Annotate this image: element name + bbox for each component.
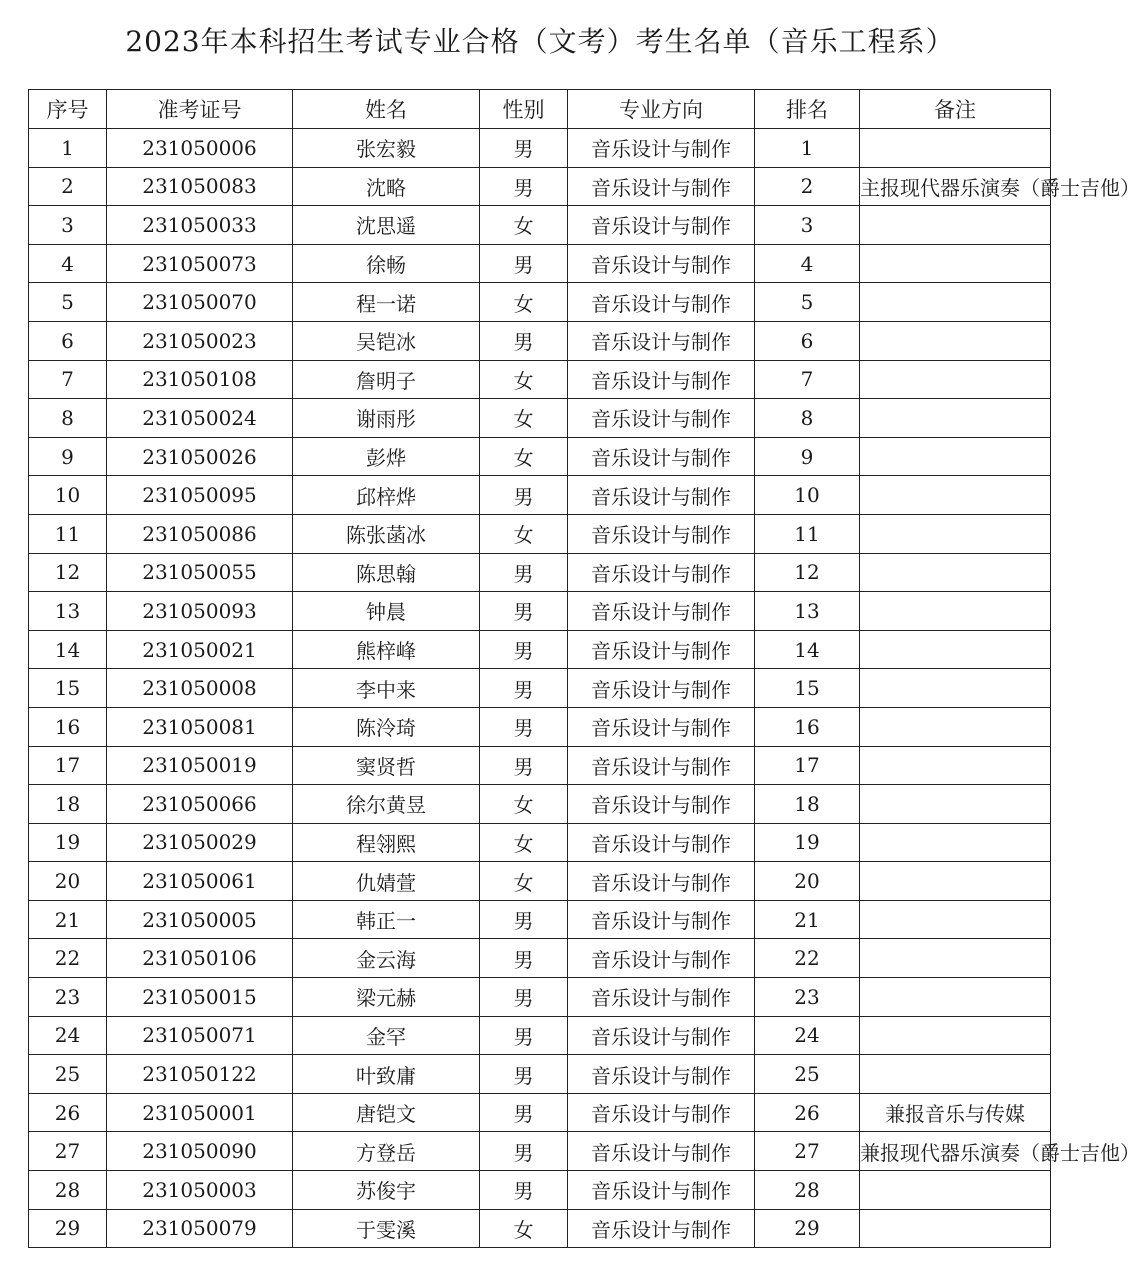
cell-no: 15 — [29, 669, 107, 708]
cell-major: 音乐设计与制作 — [568, 746, 755, 785]
cell-name: 陈思翰 — [293, 553, 480, 592]
cell-exam-id: 231050001 — [107, 1093, 293, 1132]
table-row — [29, 476, 1051, 515]
cell-gender: 男 — [480, 900, 568, 939]
cell-exam-id: 231050024 — [107, 399, 293, 438]
table-row — [29, 553, 1051, 592]
cell-note — [860, 939, 1051, 978]
cell-rank: 18 — [755, 785, 860, 824]
cell-gender: 女 — [480, 206, 568, 245]
cell-no: 22 — [29, 939, 107, 978]
cell-rank: 12 — [755, 553, 860, 592]
header-name: 姓名 — [293, 90, 480, 129]
table-row — [29, 630, 1051, 669]
cell-note — [860, 514, 1051, 553]
cell-exam-id: 231050066 — [107, 785, 293, 824]
cell-no: 29 — [29, 1209, 107, 1248]
cell-exam-id: 231050086 — [107, 514, 293, 553]
cell-major: 音乐设计与制作 — [568, 978, 755, 1017]
cell-no: 27 — [29, 1132, 107, 1171]
cell-major: 音乐设计与制作 — [568, 785, 755, 824]
table-row — [29, 707, 1051, 746]
cell-name: 彭烨 — [293, 437, 480, 476]
cell-gender: 男 — [480, 321, 568, 360]
cell-rank: 6 — [755, 321, 860, 360]
cell-major: 音乐设计与制作 — [568, 707, 755, 746]
cell-rank: 5 — [755, 283, 860, 322]
cell-exam-id: 231050023 — [107, 321, 293, 360]
cell-gender: 男 — [480, 1132, 568, 1171]
header-rank: 排名 — [755, 90, 860, 129]
table-row — [29, 1171, 1051, 1210]
cell-no: 6 — [29, 321, 107, 360]
cell-gender: 男 — [480, 129, 568, 168]
cell-gender: 男 — [480, 1016, 568, 1055]
page-title: 2023年本科招生考试专业合格（文考）考生名单（音乐工程系） — [125, 25, 955, 58]
table-row — [29, 321, 1051, 360]
cell-rank: 29 — [755, 1209, 860, 1248]
cell-exam-id: 231050108 — [107, 360, 293, 399]
cell-name: 徐畅 — [293, 244, 480, 283]
cell-rank: 4 — [755, 244, 860, 283]
cell-gender: 女 — [480, 785, 568, 824]
cell-major: 音乐设计与制作 — [568, 823, 755, 862]
table-row — [29, 669, 1051, 708]
header-no: 序号 — [29, 90, 107, 129]
cell-major: 音乐设计与制作 — [568, 167, 755, 206]
cell-note — [860, 206, 1051, 245]
cell-rank: 27 — [755, 1132, 860, 1171]
cell-gender: 男 — [480, 167, 568, 206]
cell-major: 音乐设计与制作 — [568, 206, 755, 245]
cell-exam-id: 231050093 — [107, 592, 293, 631]
cell-rank: 10 — [755, 476, 860, 515]
candidate-table — [28, 89, 1140, 1248]
cell-exam-id: 231050081 — [107, 707, 293, 746]
cell-major: 音乐设计与制作 — [568, 592, 755, 631]
cell-major: 音乐设计与制作 — [568, 476, 755, 515]
cell-no: 5 — [29, 283, 107, 322]
cell-name: 金云海 — [293, 939, 480, 978]
cell-no: 19 — [29, 823, 107, 862]
cell-exam-id: 231050033 — [107, 206, 293, 245]
cell-name: 陈张菡冰 — [293, 514, 480, 553]
table-header-row — [29, 90, 1051, 129]
cell-gender: 女 — [480, 360, 568, 399]
cell-gender: 女 — [480, 283, 568, 322]
cell-note — [860, 823, 1051, 862]
table-row — [29, 1093, 1051, 1132]
cell-exam-id: 231050055 — [107, 553, 293, 592]
cell-gender: 男 — [480, 630, 568, 669]
cell-no: 11 — [29, 514, 107, 553]
cell-note — [860, 399, 1051, 438]
table-row — [29, 360, 1051, 399]
table-row — [29, 978, 1051, 1017]
cell-gender: 男 — [480, 1093, 568, 1132]
cell-exam-id: 231050070 — [107, 283, 293, 322]
cell-major: 音乐设计与制作 — [568, 437, 755, 476]
cell-name: 程翎熙 — [293, 823, 480, 862]
cell-note — [860, 476, 1051, 515]
cell-no: 21 — [29, 900, 107, 939]
cell-note — [860, 862, 1051, 901]
cell-gender: 女 — [480, 823, 568, 862]
table-row — [29, 900, 1051, 939]
table-row — [29, 167, 1051, 206]
cell-gender: 男 — [480, 244, 568, 283]
cell-rank: 20 — [755, 862, 860, 901]
cell-rank: 7 — [755, 360, 860, 399]
table-row — [29, 437, 1051, 476]
cell-no: 12 — [29, 553, 107, 592]
cell-exam-id: 231050026 — [107, 437, 293, 476]
cell-name: 熊梓峰 — [293, 630, 480, 669]
cell-rank: 13 — [755, 592, 860, 631]
cell-no: 3 — [29, 206, 107, 245]
cell-note — [860, 129, 1051, 168]
table-row — [29, 129, 1051, 168]
cell-rank: 8 — [755, 399, 860, 438]
cell-rank: 21 — [755, 900, 860, 939]
cell-note — [860, 978, 1051, 1017]
table-row — [29, 785, 1051, 824]
cell-major: 音乐设计与制作 — [568, 244, 755, 283]
cell-no: 28 — [29, 1171, 107, 1210]
cell-no: 20 — [29, 862, 107, 901]
cell-name: 方登岳 — [293, 1132, 480, 1171]
cell-note — [860, 553, 1051, 592]
cell-rank: 24 — [755, 1016, 860, 1055]
cell-major: 音乐设计与制作 — [568, 1209, 755, 1248]
cell-exam-id: 231050090 — [107, 1132, 293, 1171]
cell-gender: 女 — [480, 862, 568, 901]
cell-note — [860, 707, 1051, 746]
cell-gender: 女 — [480, 399, 568, 438]
cell-major: 音乐设计与制作 — [568, 1093, 755, 1132]
cell-no: 1 — [29, 129, 107, 168]
cell-exam-id: 231050029 — [107, 823, 293, 862]
header-note: 备注 — [860, 90, 1051, 129]
cell-rank: 2 — [755, 167, 860, 206]
cell-name: 于雯溪 — [293, 1209, 480, 1248]
table-row — [29, 1055, 1051, 1094]
table-row — [29, 1016, 1051, 1055]
cell-exam-id: 231050083 — [107, 167, 293, 206]
cell-name: 苏俊宇 — [293, 1171, 480, 1210]
cell-rank: 17 — [755, 746, 860, 785]
cell-no: 7 — [29, 360, 107, 399]
cell-gender: 男 — [480, 707, 568, 746]
cell-name: 李中来 — [293, 669, 480, 708]
cell-major: 音乐设计与制作 — [568, 630, 755, 669]
table-row — [29, 206, 1051, 245]
table-row — [29, 746, 1051, 785]
header-major: 专业方向 — [568, 90, 755, 129]
cell-name: 邱梓烨 — [293, 476, 480, 515]
cell-note — [860, 746, 1051, 785]
cell-note — [860, 592, 1051, 631]
cell-exam-id: 231050003 — [107, 1171, 293, 1210]
table-row — [29, 1132, 1051, 1171]
cell-gender: 男 — [480, 746, 568, 785]
cell-no: 26 — [29, 1093, 107, 1132]
cell-exam-id: 231050061 — [107, 862, 293, 901]
cell-exam-id: 231050005 — [107, 900, 293, 939]
cell-exam-id: 231050122 — [107, 1055, 293, 1094]
cell-gender: 男 — [480, 1171, 568, 1210]
cell-exam-id: 231050073 — [107, 244, 293, 283]
cell-no: 18 — [29, 785, 107, 824]
cell-no: 4 — [29, 244, 107, 283]
cell-rank: 16 — [755, 707, 860, 746]
cell-no: 25 — [29, 1055, 107, 1094]
cell-name: 詹明子 — [293, 360, 480, 399]
cell-name: 叶致庸 — [293, 1055, 480, 1094]
cell-gender: 女 — [480, 437, 568, 476]
cell-major: 音乐设计与制作 — [568, 939, 755, 978]
cell-exam-id: 231050021 — [107, 630, 293, 669]
cell-major: 音乐设计与制作 — [568, 129, 755, 168]
cell-name: 谢雨彤 — [293, 399, 480, 438]
cell-major: 音乐设计与制作 — [568, 669, 755, 708]
cell-rank: 23 — [755, 978, 860, 1017]
cell-note — [860, 669, 1051, 708]
cell-rank: 15 — [755, 669, 860, 708]
table-row — [29, 592, 1051, 631]
cell-name: 窦贤哲 — [293, 746, 480, 785]
cell-no: 9 — [29, 437, 107, 476]
cell-name: 吴铠冰 — [293, 321, 480, 360]
cell-exam-id: 231050095 — [107, 476, 293, 515]
cell-gender: 女 — [480, 514, 568, 553]
cell-major: 音乐设计与制作 — [568, 360, 755, 399]
table-row — [29, 1209, 1051, 1248]
cell-name: 沈略 — [293, 167, 480, 206]
cell-major: 音乐设计与制作 — [568, 553, 755, 592]
cell-no: 16 — [29, 707, 107, 746]
cell-name: 钟晨 — [293, 592, 480, 631]
cell-no: 14 — [29, 630, 107, 669]
cell-rank: 14 — [755, 630, 860, 669]
cell-note — [860, 244, 1051, 283]
cell-no: 24 — [29, 1016, 107, 1055]
table-row — [29, 823, 1051, 862]
cell-exam-id: 231050079 — [107, 1209, 293, 1248]
header-gender: 性别 — [480, 90, 568, 129]
cell-name: 韩正一 — [293, 900, 480, 939]
cell-gender: 男 — [480, 978, 568, 1017]
cell-exam-id: 231050071 — [107, 1016, 293, 1055]
table-row — [29, 283, 1051, 322]
cell-exam-id: 231050019 — [107, 746, 293, 785]
cell-rank: 11 — [755, 514, 860, 553]
header-exam-id: 准考证号 — [107, 90, 293, 129]
cell-rank: 25 — [755, 1055, 860, 1094]
cell-rank: 22 — [755, 939, 860, 978]
cell-name: 沈思遥 — [293, 206, 480, 245]
cell-note — [860, 785, 1051, 824]
cell-name: 徐尔黄昱 — [293, 785, 480, 824]
cell-name: 仇婧萱 — [293, 862, 480, 901]
cell-no: 8 — [29, 399, 107, 438]
table-row — [29, 399, 1051, 438]
cell-gender: 女 — [480, 1209, 568, 1248]
cell-major: 音乐设计与制作 — [568, 900, 755, 939]
cell-major: 音乐设计与制作 — [568, 1016, 755, 1055]
cell-name: 张宏毅 — [293, 129, 480, 168]
cell-major: 音乐设计与制作 — [568, 1132, 755, 1171]
cell-major: 音乐设计与制作 — [568, 1055, 755, 1094]
cell-exam-id: 231050006 — [107, 129, 293, 168]
cell-gender: 男 — [480, 476, 568, 515]
cell-exam-id: 231050008 — [107, 669, 293, 708]
cell-rank: 3 — [755, 206, 860, 245]
cell-gender: 男 — [480, 1055, 568, 1094]
table-row — [29, 514, 1051, 553]
cell-gender: 男 — [480, 592, 568, 631]
cell-name: 金罕 — [293, 1016, 480, 1055]
cell-note — [860, 437, 1051, 476]
cell-note — [860, 900, 1051, 939]
cell-note: 主报现代器乐演奏（爵士吉他） — [860, 167, 1051, 206]
cell-note — [860, 1171, 1051, 1210]
table-row — [29, 862, 1051, 901]
cell-note — [860, 360, 1051, 399]
cell-note: 兼报音乐与传媒 — [860, 1093, 1051, 1132]
cell-major: 音乐设计与制作 — [568, 862, 755, 901]
cell-note — [860, 283, 1051, 322]
cell-name: 唐铠文 — [293, 1093, 480, 1132]
cell-gender: 男 — [480, 939, 568, 978]
cell-rank: 1 — [755, 129, 860, 168]
cell-note — [860, 1055, 1051, 1094]
cell-note — [860, 1016, 1051, 1055]
cell-name: 陈泠琦 — [293, 707, 480, 746]
cell-no: 13 — [29, 592, 107, 631]
cell-no: 17 — [29, 746, 107, 785]
table-row — [29, 244, 1051, 283]
cell-exam-id: 231050015 — [107, 978, 293, 1017]
cell-major: 音乐设计与制作 — [568, 321, 755, 360]
table-row — [29, 939, 1051, 978]
cell-rank: 9 — [755, 437, 860, 476]
cell-major: 音乐设计与制作 — [568, 399, 755, 438]
cell-gender: 男 — [480, 553, 568, 592]
cell-major: 音乐设计与制作 — [568, 514, 755, 553]
cell-name: 梁元赫 — [293, 978, 480, 1017]
cell-no: 2 — [29, 167, 107, 206]
cell-rank: 26 — [755, 1093, 860, 1132]
cell-note — [860, 321, 1051, 360]
cell-note — [860, 630, 1051, 669]
cell-name: 程一诺 — [293, 283, 480, 322]
cell-note: 兼报现代器乐演奏（爵士吉他） — [860, 1132, 1051, 1171]
cell-note — [860, 1209, 1051, 1248]
cell-major: 音乐设计与制作 — [568, 1171, 755, 1210]
cell-rank: 28 — [755, 1171, 860, 1210]
cell-exam-id: 231050106 — [107, 939, 293, 978]
cell-no: 23 — [29, 978, 107, 1017]
cell-rank: 19 — [755, 823, 860, 862]
cell-major: 音乐设计与制作 — [568, 283, 755, 322]
cell-no: 10 — [29, 476, 107, 515]
cell-gender: 男 — [480, 669, 568, 708]
